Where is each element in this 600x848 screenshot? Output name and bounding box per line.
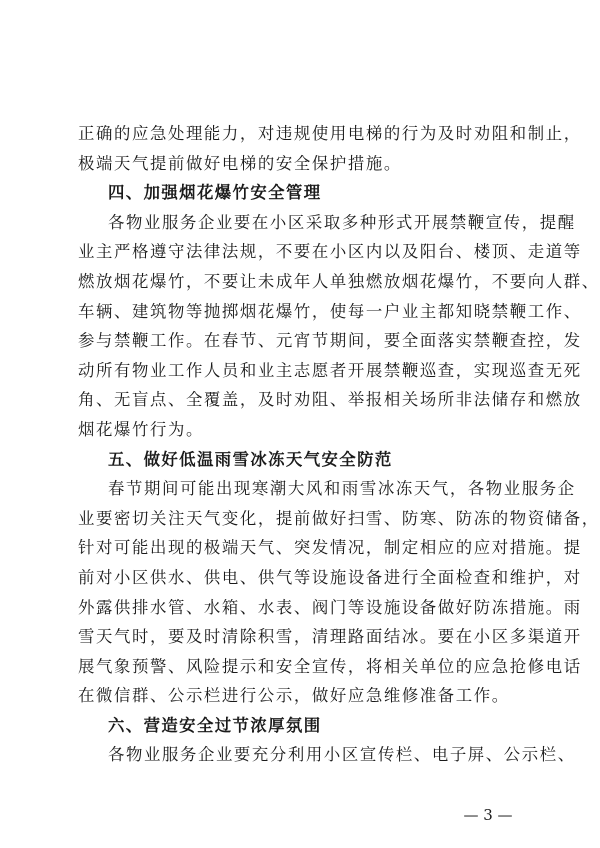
section-heading: 六、营造安全过节浓厚氛围 [108, 715, 322, 735]
paragraph-line: 各物业服务企业要在小区采取多种形式开展禁鞭宣传，提醒 [108, 212, 576, 232]
paragraph-line: 极端天气提前做好电梯的安全保护措施。 [78, 153, 402, 173]
paragraph-line: 外露供排水管、水箱、水表、阀门等设施设备做好防冻措施。雨 [78, 597, 582, 617]
section-heading: 四、加强烟花爆竹安全管理 [108, 183, 322, 203]
paragraph-line: 燃放烟花爆竹，不要让未成年人单独燃放烟花爆竹，不要向人群、 [78, 271, 600, 291]
paragraph-line: 雪天气时，要及时清除积雪，清理路面结冰。要在小区多渠道开 [78, 627, 582, 647]
paragraph-line: 正确的应急处理能力，对违规使用电梯的行为及时劝阻和制止， [78, 124, 582, 143]
page-number: — 3 — [463, 806, 513, 824]
paragraph-line: 烟花爆竹行为。 [78, 419, 204, 439]
paragraph-line: 业要密切关注天气变化，提前做好扫雪、防寒、防冻的物资储备， [78, 508, 600, 528]
paragraph-line: 动所有物业工作人员和业主志愿者开展禁鞭巡查，实现巡查无死 [78, 360, 582, 380]
paragraph-line: 车辆、建筑物等抛掷烟花爆竹，使每一户业主都知晓禁鞭工作、 [78, 301, 582, 321]
paragraph-line: 角、无盲点、全覆盖，及时劝阻、举报相关场所非法储存和燃放 [78, 390, 582, 410]
paragraph-line: 展气象预警、风险提示和安全宣传，将相关单位的应急抢修电话 [78, 656, 582, 676]
paragraph-line: 业主严格遵守法律法规，不要在小区内以及阳台、楼顶、走道等 [78, 242, 582, 262]
paragraph-line: 各物业服务企业要充分利用小区宣传栏、电子屏、公示栏、 [108, 745, 576, 765]
document-body [78, 119, 600, 770]
section-heading: 五、做好低温雨雪冰冻天气安全防范 [108, 449, 393, 469]
paragraph-line: 春节期间可能出现寒潮大风和雨雪冰冻天气，各物业服务企 [108, 479, 576, 499]
paragraph-line: 针对可能出现的极端天气、突发情况，制定相应的应对措施。提 [78, 538, 582, 558]
paragraph-line: 参与禁鞭工作。在春节、元宵节期间，要全面落实禁鞭查控，发 [78, 331, 582, 351]
paragraph-line: 在微信群、公示栏进行公示，做好应急维修准备工作。 [78, 686, 510, 706]
paragraph-line: 前对小区供水、供电、供气等设施设备进行全面检查和维护，对 [78, 567, 582, 587]
